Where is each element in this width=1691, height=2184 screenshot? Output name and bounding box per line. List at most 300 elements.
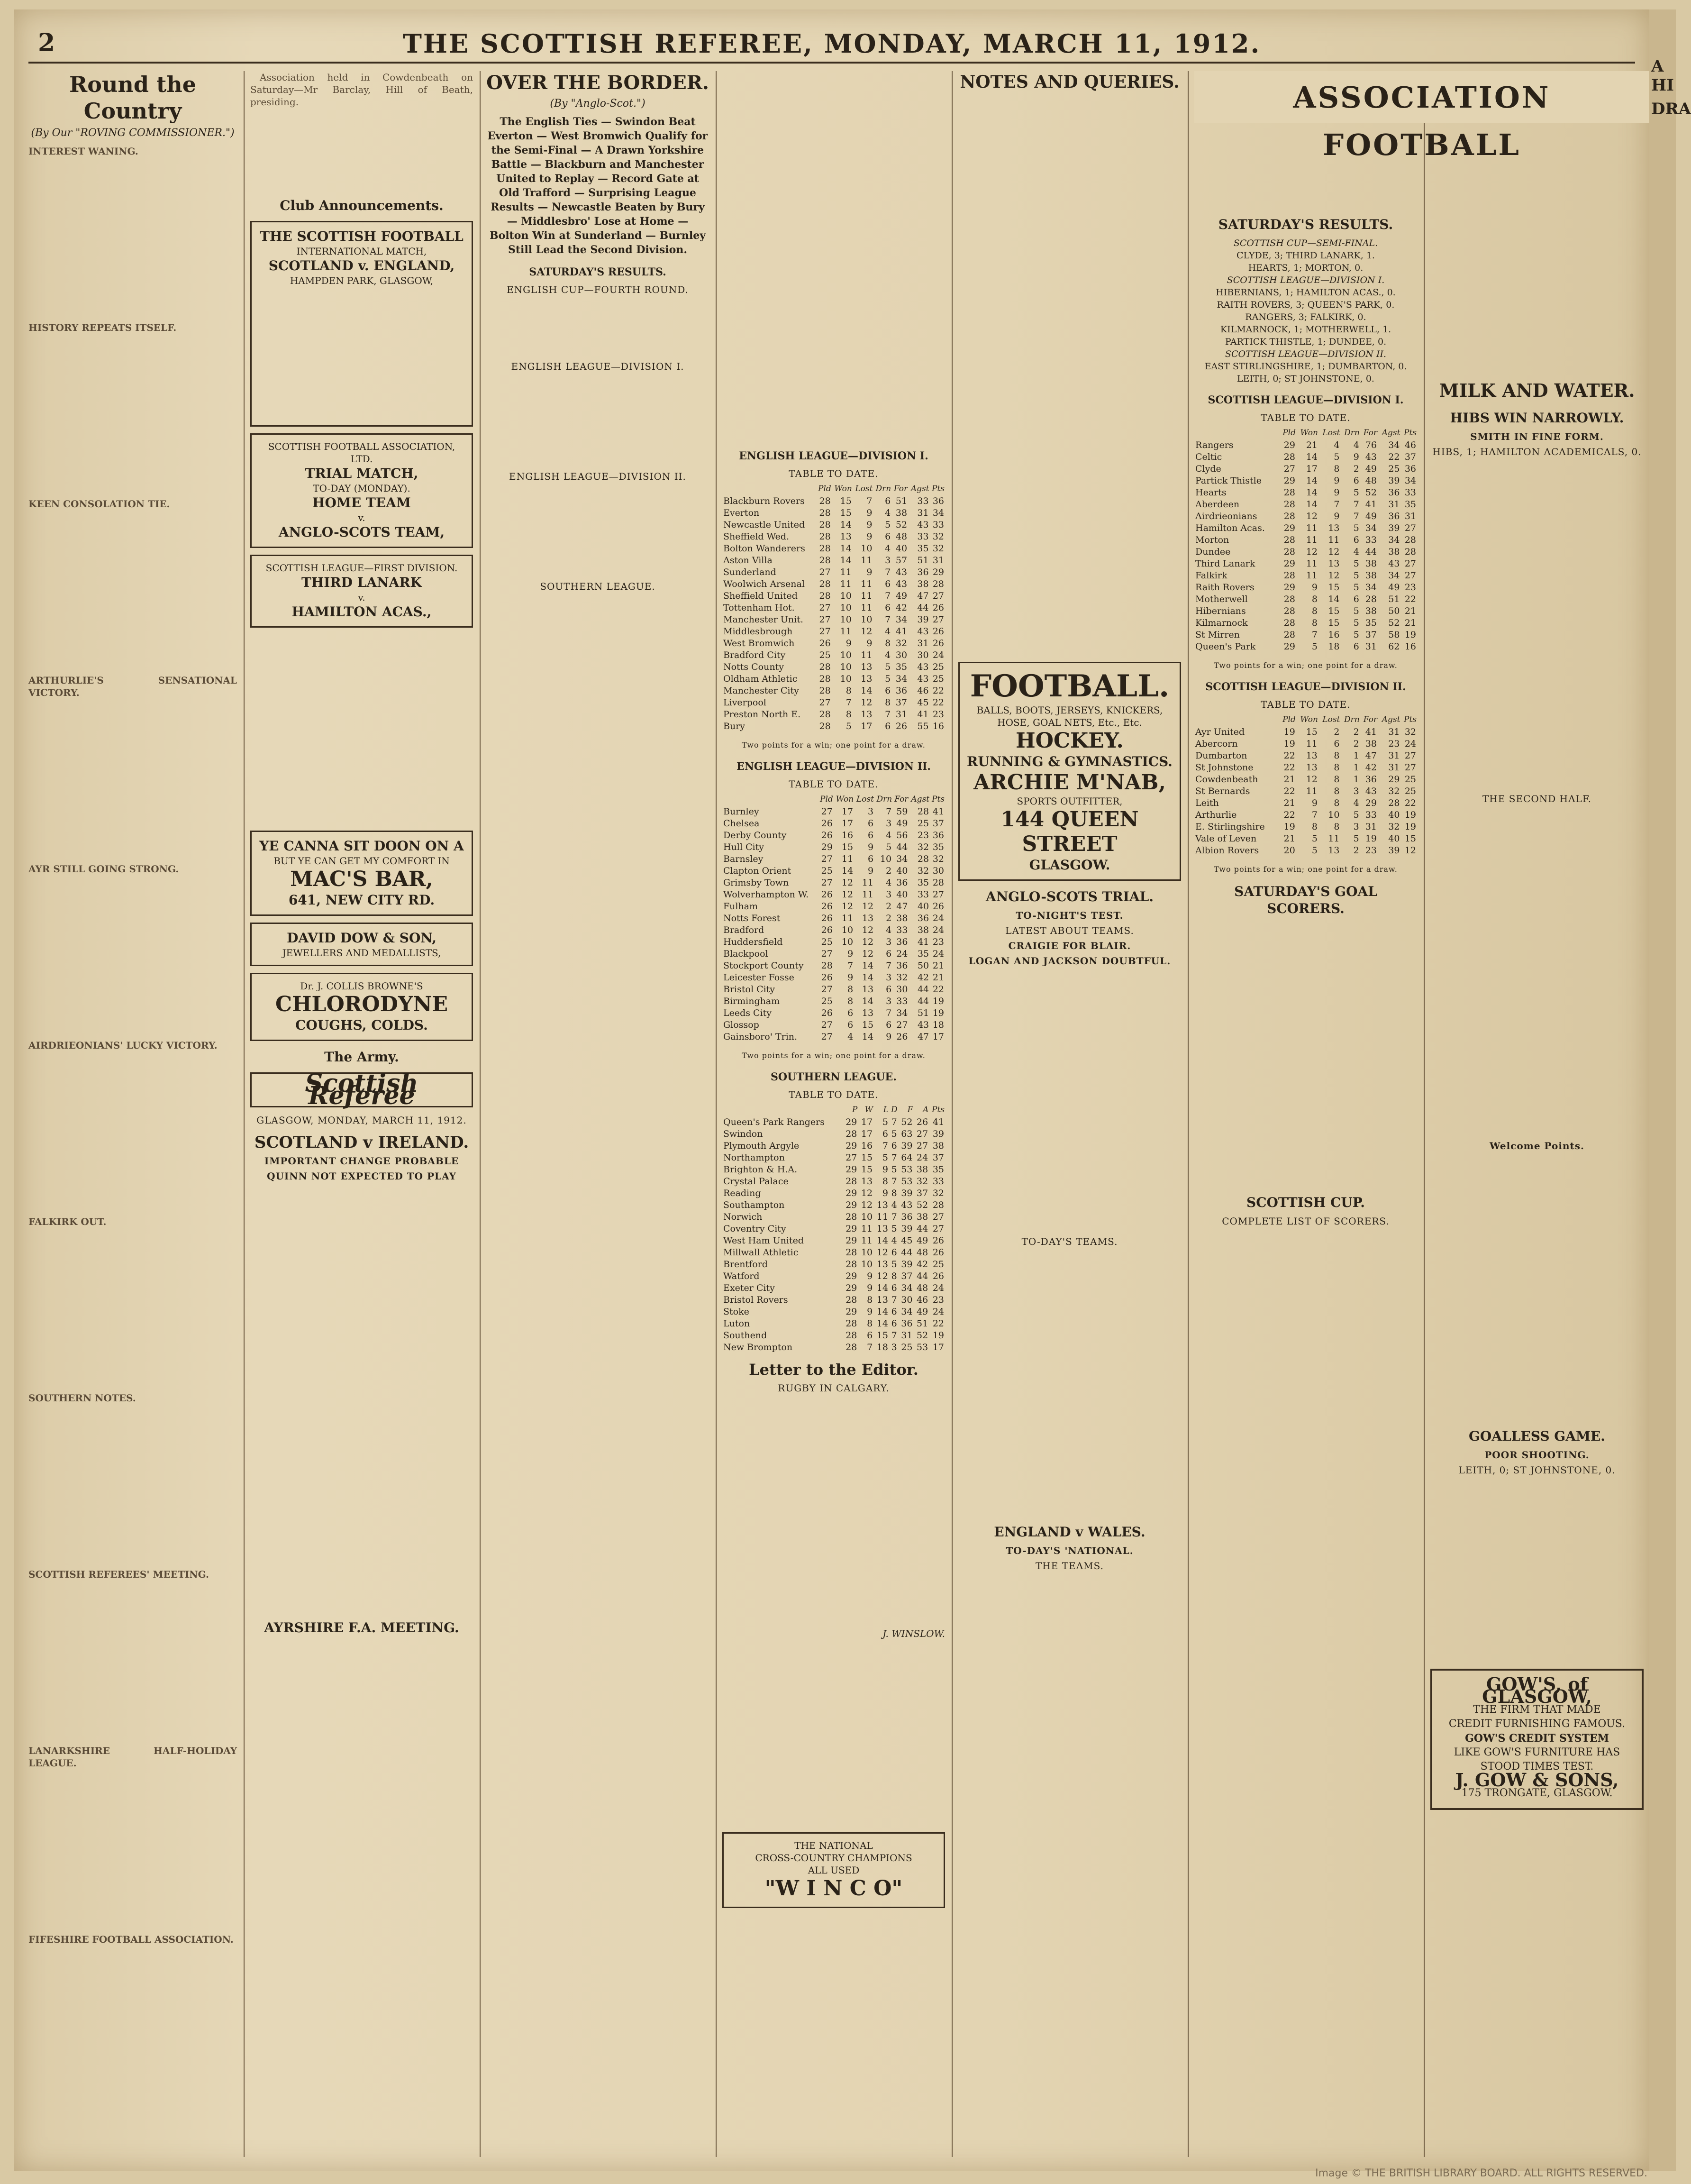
anglo-scots-heading: ANGLO-SCOTS TRIAL.	[985, 889, 1154, 905]
table-cell: 11	[861, 591, 873, 601]
table-cell: 23	[1365, 845, 1377, 856]
army-heading: The Army.	[324, 1049, 399, 1065]
table-cell: 15	[1328, 582, 1340, 593]
table-cell: 21	[1283, 833, 1295, 844]
table-cell: 46	[917, 1295, 928, 1305]
table-cell: 39	[917, 614, 929, 625]
table-cell: 36	[932, 830, 944, 841]
table-cell: 26	[821, 913, 833, 923]
ad-mcnab	[958, 662, 1181, 881]
table-cell: 29	[846, 1224, 857, 1234]
table-cell: 8	[846, 709, 852, 720]
table-cell: 6	[891, 1318, 897, 1329]
table-row	[722, 1140, 945, 1152]
table-cell: 40	[1388, 810, 1400, 820]
table-cell: 3	[886, 937, 892, 947]
table-cell: 28	[1283, 570, 1295, 581]
section-body	[28, 1053, 237, 1210]
table-cell: 11	[862, 889, 874, 900]
ayrshire-heading: AYRSHIRE F.A. MEETING.	[264, 1620, 459, 1636]
ad2-line2: TRIAL MATCH,	[305, 466, 418, 481]
table-row	[722, 1294, 945, 1306]
table-cell: 12	[876, 1271, 888, 1281]
table-cell: 14	[840, 555, 852, 566]
table-cell: 58	[1388, 630, 1400, 640]
table-cell: 24	[932, 650, 944, 660]
table-cell: Brighton & H.A.	[723, 1164, 798, 1175]
ad4-line4: 641, NEW CITY RD.	[288, 892, 435, 908]
table-cell: 26	[821, 925, 833, 935]
table-header-cell: Lost	[1322, 715, 1340, 724]
table-cell: 28	[1283, 452, 1295, 462]
section-heading: LANARKSHIRE HALF-HOLIDAY LEAGUE.	[28, 1745, 237, 1769]
table-cell: 48	[1365, 475, 1377, 486]
table-cell: 7	[891, 1117, 897, 1127]
table-cell: 14	[840, 520, 852, 530]
table-header-cell: Agst	[1382, 715, 1400, 724]
table-header-cell: Pts	[932, 484, 945, 493]
table-cell: 17	[1306, 464, 1318, 474]
table-cell: 49	[1365, 464, 1377, 474]
table-header-cell: Agst	[911, 795, 930, 804]
table-cell: 28	[846, 1259, 857, 1270]
table-cell: 25	[1388, 464, 1400, 474]
table-cell: Clapton Orient	[723, 866, 791, 876]
table-cell: 11	[1306, 523, 1318, 533]
ad-trial-match	[250, 433, 473, 548]
table-cell: 37	[901, 1271, 913, 1281]
table-cell: 44	[1365, 547, 1377, 557]
table-cell: 40	[896, 889, 908, 900]
table-cell: Tottenham Hot.	[723, 603, 795, 613]
table-cell: 28	[846, 1129, 857, 1139]
table-cell: 25	[917, 818, 929, 829]
table-cell: Crystal Palace	[723, 1176, 789, 1187]
table-cell: 8	[1334, 798, 1340, 808]
table-cell: 34	[896, 1008, 908, 1018]
table-cell: 14	[862, 972, 874, 983]
table-cell: 7	[1353, 511, 1359, 521]
table-cell: Motherwell	[1195, 594, 1248, 604]
table-cell: 11	[861, 1224, 873, 1234]
scot-div1-table	[1194, 427, 1417, 653]
table-cell: 3	[886, 972, 892, 983]
england-wales-sub1: TO-DAY'S 'NATIONAL.	[1006, 1545, 1134, 1556]
table-cell: 49	[896, 818, 908, 829]
table-row	[1194, 499, 1417, 511]
table-header-cell: Drn	[875, 484, 891, 493]
table-cell: 25	[821, 996, 833, 1006]
table-cell: 11	[1306, 739, 1318, 749]
ad-gow-and-sons	[1430, 1669, 1644, 1810]
table-cell: 6	[886, 949, 892, 959]
table-cell: 33	[917, 889, 929, 900]
english-league-div2-results	[486, 485, 709, 580]
table-cell: 13	[861, 1176, 873, 1187]
table-cell: 31	[1388, 762, 1400, 773]
table-cell: Newcastle United	[723, 520, 805, 530]
table-cell: 9	[1311, 798, 1318, 808]
anglo-scots-sub1: TO-NIGHT'S TEST.	[1016, 910, 1124, 921]
table-cell: 49	[1388, 582, 1400, 593]
table-cell: 28	[1404, 547, 1416, 557]
table-cell: 38	[917, 1164, 928, 1175]
table-cell: 33	[917, 531, 929, 542]
column-rule	[480, 71, 481, 2157]
table-cell: 8	[1334, 822, 1340, 832]
table-cell: 5	[1353, 582, 1359, 593]
table-cell: 43	[895, 579, 908, 589]
table-cell: 9	[867, 1283, 873, 1293]
dateline: GLASGOW, MONDAY, MARCH 11, 1912.	[256, 1115, 467, 1126]
table-row	[722, 1235, 945, 1247]
table-cell: 12	[1328, 570, 1340, 581]
table-cell: 45	[917, 697, 929, 708]
table-cell: 4	[885, 626, 891, 637]
table-cell: 25	[819, 650, 831, 660]
ad4-line2: BUT YE CAN GET MY COMFORT IN	[273, 855, 450, 867]
table-cell: 21	[1404, 606, 1416, 616]
table-cell: 36	[895, 685, 908, 696]
table-cell: Exeter City	[723, 1283, 775, 1293]
table-row	[1194, 463, 1417, 475]
ad2-line3: TO-DAY (MONDAY).	[313, 483, 410, 494]
table-cell: Bradford	[723, 925, 764, 935]
anglo-scots-body	[958, 970, 1181, 1235]
table-row	[1194, 821, 1417, 833]
table-row	[1194, 726, 1417, 738]
ad2-line6: ANGLO-SCOTS TEAM,	[278, 524, 445, 540]
table-cell: 5	[882, 1117, 888, 1127]
table-row	[722, 948, 945, 960]
table-cell: 27	[1283, 464, 1295, 474]
table-cell: 37	[1404, 452, 1416, 462]
table-cell: 4	[1334, 440, 1340, 450]
section-heading: SOUTHERN NOTES.	[28, 1392, 136, 1404]
table-cell: 29	[1365, 798, 1377, 808]
table-cell: 36	[896, 937, 908, 947]
gow-line1: THE FIRM THAT MADE	[1473, 1704, 1601, 1716]
table-row	[1194, 629, 1417, 641]
round-the-country-body	[28, 145, 237, 2104]
table-cell: 42	[917, 1259, 928, 1270]
table-cell: 39	[1388, 523, 1400, 533]
table-cell: 15	[861, 1152, 873, 1163]
table-row	[1194, 594, 1417, 605]
table-cell: 12	[1404, 845, 1416, 856]
table-cell: 33	[1365, 535, 1377, 545]
table-cell: 8	[1311, 618, 1318, 628]
table-cell: 9	[886, 1032, 892, 1042]
football-ad-title: FOOTBALL.	[970, 668, 1170, 704]
table-cell: 41	[1365, 499, 1377, 510]
winco-line4: "W I N C O"	[764, 1876, 903, 1901]
column-4-top-text	[722, 71, 945, 441]
table-cell: 35	[932, 1164, 944, 1175]
table-cell: 12	[861, 1200, 873, 1210]
table-header-row	[1194, 713, 1417, 726]
table-cell: 12	[1306, 774, 1318, 785]
table-cell: 8	[891, 1188, 897, 1198]
table-cell: 46	[1404, 440, 1416, 450]
table-cell: 64	[901, 1152, 913, 1163]
result-line: SCOTTISH LEAGUE—DIVISION II.	[1225, 349, 1386, 359]
table-cell: 9	[847, 949, 854, 959]
table-cell: 5	[1334, 452, 1340, 462]
anglo-scots-sub2: LATEST ABOUT TEAMS.	[1005, 925, 1134, 936]
table-header-cell	[722, 483, 816, 495]
ad1-fine-print	[257, 287, 466, 420]
table-cell: 29	[846, 1235, 857, 1246]
table-cell: 8	[867, 1318, 873, 1329]
table-cell: 32	[917, 866, 929, 876]
letter-signature: J. WINSLOW.	[882, 1628, 945, 1639]
over-the-border-body	[486, 595, 709, 1970]
table-cell: 43	[917, 626, 929, 637]
table-cell: 14	[1328, 594, 1340, 604]
table-cell: 28	[846, 1212, 857, 1222]
table-cell: Falkirk	[1195, 570, 1227, 581]
table-cell: 27	[821, 806, 833, 817]
table-cell: 17	[932, 1032, 944, 1042]
result-line: HIBERNIANS, 1; HAMILTON ACAS., 0.	[1216, 287, 1396, 298]
table-cell: 9	[1334, 475, 1340, 486]
table-header-cell: Lost	[856, 795, 874, 804]
letter-body	[722, 1397, 945, 1625]
table-cell: 5	[1353, 810, 1359, 820]
table-header-row	[722, 1104, 945, 1116]
table-cell: 18	[876, 1342, 888, 1352]
table-cell: 9	[1334, 511, 1340, 521]
ad1-line4: HAMPDEN PARK, GLASGOW,	[290, 275, 434, 286]
table-cell: 5	[1311, 845, 1318, 856]
table-cell: Sheffield Wed.	[723, 531, 790, 542]
table-cell: 6	[885, 579, 891, 589]
over-the-border-byline: (By "Anglo-Scot.")	[550, 98, 645, 110]
newspaper-title: THE SCOTTISH REFEREE, MONDAY, MARCH 11, 1912.	[402, 28, 1261, 59]
table-cell: Hibernians	[1195, 606, 1246, 616]
table-cell: Stoke	[723, 1307, 749, 1317]
table-header-cell: For	[894, 795, 909, 804]
table-cell: 37	[895, 697, 908, 708]
table-cell: 43	[917, 1020, 929, 1030]
table-cell: 5	[1353, 570, 1359, 581]
table-header-cell: Won	[834, 484, 852, 493]
table-cell: 3	[867, 806, 874, 817]
eng-div1-table-title: ENGLISH LEAGUE—DIVISION I.	[739, 450, 928, 462]
table-cell: 4	[1353, 547, 1359, 557]
eng-div1-table-subtitle: TABLE TO DATE.	[789, 468, 879, 479]
table-cell: 11	[861, 555, 873, 566]
table-cell: 35	[917, 877, 929, 888]
table-cell: 12	[862, 937, 874, 947]
table-cell: 11	[1306, 570, 1318, 581]
section-body	[28, 701, 237, 857]
table-cell: 7	[891, 1152, 897, 1163]
table-row	[722, 567, 945, 578]
table-cell: 7	[885, 567, 891, 577]
table-cell: 22	[932, 697, 944, 708]
table-cell: 16	[841, 830, 854, 841]
hibs-report-3	[1430, 1155, 1644, 1420]
table-cell: Glossop	[723, 1020, 759, 1030]
table-cell: 2	[1353, 739, 1359, 749]
table-row	[1194, 738, 1417, 750]
table-row	[722, 519, 945, 531]
table-cell: 14	[876, 1307, 888, 1317]
southern-table-title: SOUTHERN LEAGUE.	[771, 1071, 897, 1083]
table-cell: 2	[1353, 727, 1359, 737]
table-cell: Luton	[723, 1318, 750, 1329]
table-cell: 4	[885, 650, 891, 660]
table-row	[1194, 845, 1417, 857]
table-cell: 41	[932, 1117, 944, 1127]
table-header-cell: For	[1363, 715, 1377, 724]
table-row	[722, 721, 945, 732]
table-cell: 19	[1404, 630, 1416, 640]
table-cell: 8	[1311, 822, 1318, 832]
table-cell: 15	[862, 1020, 874, 1030]
gow-name: GOW'S, of GLASGOW,	[1482, 1673, 1592, 1707]
table-cell: 6	[885, 685, 891, 696]
table-cell: 6	[1353, 535, 1359, 545]
table-cell: Leeds City	[723, 1008, 772, 1018]
table-row	[722, 936, 945, 948]
table-cell: 5	[891, 1129, 897, 1139]
table-row	[1194, 617, 1417, 629]
table-cell: 22	[932, 984, 944, 995]
table-header-cell: Drn	[876, 795, 892, 804]
table-row	[1194, 511, 1417, 522]
table-header-cell: Pts	[932, 1105, 945, 1115]
table-cell: 29	[846, 1164, 857, 1175]
table-cell: 46	[917, 685, 929, 696]
table-cell: 27	[932, 889, 944, 900]
table-cell: 26	[821, 818, 833, 829]
table-cell: 19	[1283, 727, 1295, 737]
table-cell: Liverpool	[723, 697, 766, 708]
table-cell: 6	[847, 1020, 854, 1030]
table-cell: 11	[840, 579, 852, 589]
table-cell: 6	[1353, 594, 1359, 604]
table-cell: 7	[847, 960, 854, 971]
table-cell: 6	[1353, 641, 1359, 652]
scot-div1-table-subtitle: TABLE TO DATE.	[1261, 412, 1351, 423]
table-cell: 52	[895, 520, 908, 530]
table-cell: 5	[1353, 833, 1359, 844]
table-cell: 29	[846, 1141, 857, 1151]
table-cell: 28	[1283, 499, 1295, 510]
table-row	[722, 626, 945, 638]
image-credit: Image © THE BRITISH LIBRARY BOARD. ALL RIGHTS RESERVED.	[1315, 2167, 1647, 2179]
table-cell: 8	[885, 697, 891, 708]
table-cell: 25	[932, 1259, 944, 1270]
scot-div2-table	[1194, 713, 1417, 857]
table-cell: Middlesbrough	[723, 626, 793, 637]
table-row	[722, 1330, 945, 1342]
table-cell: 32	[1404, 727, 1416, 737]
table-cell: 47	[917, 591, 929, 601]
table-row	[722, 830, 945, 841]
letter-subheading: RUGBY IN CALGARY.	[778, 1382, 890, 1394]
ad2-line1: SCOTTISH FOOTBALL ASSOCIATION, LTD.	[268, 441, 455, 465]
result-line: CLYDE, 3; THIRD LANARK, 1.	[1236, 250, 1375, 261]
table-row	[1194, 605, 1417, 617]
table-row	[722, 1152, 945, 1164]
table-cell: 47	[896, 901, 908, 912]
column-league-tables	[722, 71, 945, 2157]
table-cell: 26	[896, 1032, 908, 1042]
table-cell: 28	[846, 1176, 857, 1187]
table-cell: 13	[1328, 845, 1340, 856]
table-cell: 9	[882, 1164, 888, 1175]
table-cell: Oldham Athletic	[723, 674, 798, 684]
table-cell: 34	[1388, 570, 1400, 581]
table-row	[722, 1128, 945, 1140]
table-header-cell: Won	[1300, 715, 1318, 724]
table-cell: 7	[891, 1295, 897, 1305]
table-cell: Abercorn	[1195, 739, 1238, 749]
result-line: HEARTS, 1; MORTON, 0.	[1248, 263, 1364, 273]
table-cell: 10	[861, 1247, 873, 1258]
hockey-ad-title: HOCKEY.	[1016, 729, 1124, 753]
table-cell: 38	[1365, 739, 1377, 749]
table-cell: 2	[1353, 464, 1359, 474]
round-the-country-heading: Round the Country	[69, 72, 196, 124]
section-body	[28, 159, 237, 316]
table-cell: 14	[862, 996, 874, 1006]
table-cell: 4	[886, 877, 892, 888]
table-cell: 32	[932, 531, 944, 542]
table-cell: 5	[1311, 833, 1318, 844]
table-header-row	[1194, 427, 1417, 439]
table-cell: 50	[1388, 606, 1400, 616]
table-cell: 27	[821, 854, 833, 864]
table-cell: 38	[917, 579, 929, 589]
table-cell: 21	[1283, 798, 1295, 808]
table-cell: 26	[932, 1235, 944, 1246]
table-cell: 25	[1404, 774, 1416, 785]
result-line: SCOTTISH LEAGUE—DIVISION I.	[1227, 275, 1385, 285]
table-cell: 26	[932, 1247, 944, 1258]
table-cell: 7	[886, 960, 892, 971]
table-cell: 28	[1283, 594, 1295, 604]
table-header-row	[722, 483, 945, 495]
table-cell: 27	[821, 877, 833, 888]
table-cell: 14	[1306, 452, 1318, 462]
table-cell: 39	[932, 1129, 944, 1139]
table-cell: 29	[1283, 475, 1295, 486]
table-cell: 76	[1365, 440, 1377, 450]
table-row	[1194, 570, 1417, 582]
table-row	[722, 638, 945, 649]
table-cell: 34	[932, 508, 944, 518]
table-cell: 59	[896, 806, 908, 817]
table-cell: 31	[917, 638, 929, 649]
scot-div2-table-note: Two points for a win; one point for a draw.	[1214, 865, 1398, 874]
table-cell: 22	[1283, 810, 1295, 820]
table-cell: 13	[1306, 762, 1318, 773]
table-cell: 17	[932, 1342, 944, 1352]
ad5-line2: JEWELLERS AND MEDALLISTS,	[282, 947, 441, 959]
table-row	[722, 543, 945, 555]
table-row	[1194, 534, 1417, 546]
result-line: EAST STIRLINGSHIRE, 1; DUMBARTON, 0.	[1204, 361, 1407, 372]
table-cell: 36	[901, 1318, 913, 1329]
table-cell: 32	[1388, 822, 1400, 832]
table-cell: 43	[917, 674, 929, 684]
table-cell: 52	[917, 1200, 928, 1210]
